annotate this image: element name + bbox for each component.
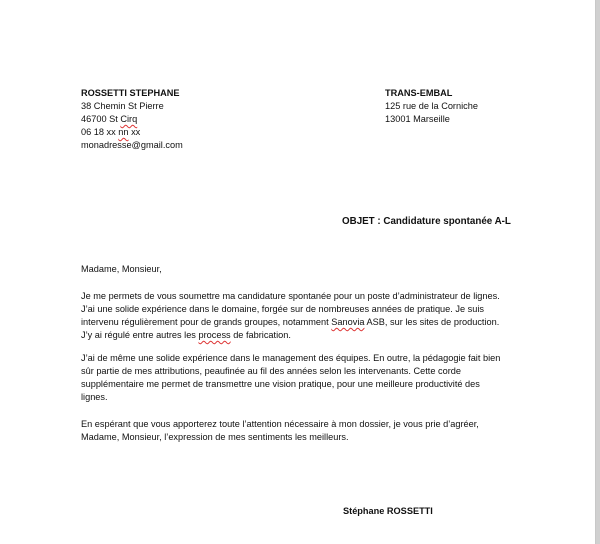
- spelling-flag-nn: nn: [118, 127, 129, 137]
- salutation: Madame, Monsieur,: [81, 264, 162, 274]
- paragraph-1: [81, 290, 522, 342]
- paragraph-line: En espérant que vous apporterez toute l’attention nécessaire à mon dossier, je vous prie d’agréer,: [81, 419, 479, 429]
- paragraph-line: J’ai de même une solide expérience dans le management des équipes. En outre, la pédagogie fait bien: [81, 353, 501, 363]
- recipient-address: 125 rue de la Corniche: [385, 101, 478, 111]
- paragraph-line: Madame, Monsieur, l’expression de mes sentiments les meilleurs.: [81, 432, 349, 442]
- sender-phone: 06 18 xx nn xx: [81, 127, 141, 137]
- spelling-flag-cirq: Cirq: [120, 114, 138, 124]
- paragraph-line: supplémentaire me permet de transmettre une vision pratique, pour une meilleure productivité des: [81, 379, 480, 389]
- paragraph-line: J’ai une solide expérience dans le domaine, forgée sur de nombreuses années de pratique. Je suis: [81, 304, 484, 314]
- paragraph-2: [81, 352, 522, 404]
- spelling-flag-sanovia: Sanovia: [331, 317, 365, 327]
- recipient-company: TRANS-EMBAL: [385, 88, 453, 98]
- paragraph-line: Je me permets de vous soumettre ma candidature spontanée pour un poste d’administrateur de lignes.: [81, 291, 500, 301]
- spelling-flag-process: process: [198, 330, 231, 340]
- paragraph-line: sûr partie de mes attributions, peaufinée au fil des années selon les intervenants. Cette corde: [81, 366, 461, 376]
- paragraph-line: intervenu régulièrement pour de grands groupes, notamment Sanovia ASB, sur les sites de production.: [81, 317, 500, 327]
- page-edge-shadow: [596, 0, 600, 544]
- paragraph-line: J’y ai régulé entre autres les process de fabrication.: [81, 330, 291, 340]
- sender-address: 38 Chemin St Pierre: [81, 101, 164, 111]
- sender-email: monadresse@gmail.com: [81, 140, 183, 150]
- sender-block: [81, 87, 183, 152]
- signature: Stéphane ROSSETTI: [343, 506, 433, 516]
- paragraph-3: [81, 418, 522, 444]
- sender-name: ROSSETTI STEPHANE: [81, 88, 180, 98]
- letter-subject: OBJET : Candidature spontanée A-L: [342, 216, 511, 227]
- sender-city: 46700 St Cirq: [81, 114, 138, 124]
- paragraph-line: lignes.: [81, 392, 108, 402]
- recipient-city: 13001 Marseille: [385, 114, 450, 124]
- recipient-block: [385, 87, 478, 126]
